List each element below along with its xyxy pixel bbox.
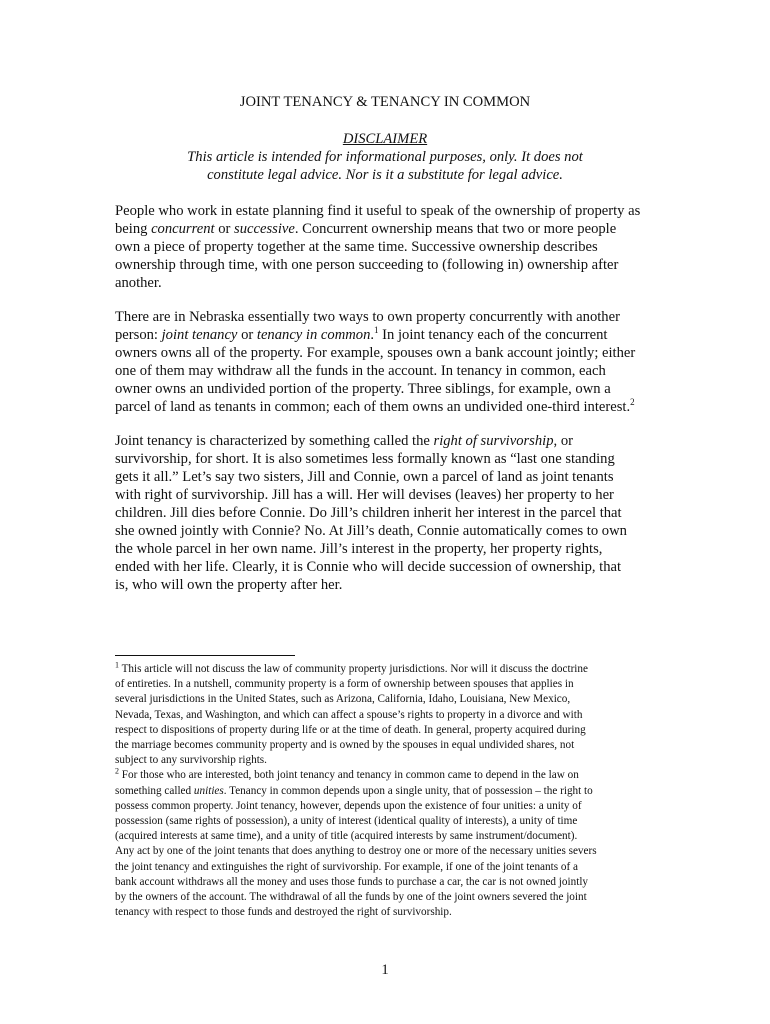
paragraph-concurrent-ownership <box>115 308 660 416</box>
footnote-ref-1: 1 <box>374 325 379 336</box>
footnote-1-line: several jurisdictions in the United States, such as Arizona, California, Idaho, Louisiana, New Mexico, <box>115 693 571 706</box>
footnote-mark-2: 2 <box>115 766 119 776</box>
footnote-2-line: Any act by one of the joint tenants that does anything to destroy one or more of the necessary unities severs <box>115 845 597 858</box>
text-line: she owned jointly with Connie? No. At Jill’s death, Connie automatically comes to own <box>115 523 627 539</box>
document-title: JOINT TENANCY & TENANCY IN COMMON <box>239 94 531 110</box>
footnote-2-line: the joint tenancy and extinguishes the right of survivorship. For example, if one of the joint tenants of a <box>115 860 578 873</box>
footnote-2-line: (acquired interests at same time), and a unity of title (acquired interests by same instrument/document). <box>115 830 578 843</box>
term-concurrent: concurrent <box>151 221 215 237</box>
footnotes <box>115 662 660 920</box>
footnote-1-line: subject to any survivorship rights. <box>115 754 267 767</box>
footnote-2-line: possession (same rights of possession), a unity of interest (identical quality of interests), a unity of time <box>115 815 578 828</box>
footnote-2-line: by the owners of the account. The withdrawal of all the funds by one of the joint owners severed the joint <box>115 891 587 904</box>
footnote-1-line: the marriage becomes community property and is owned by the spouses in equal undivided shares, not <box>115 739 575 752</box>
term-successive: successive <box>234 221 295 237</box>
footnote-2-line: tenancy with respect to those funds and destroyed the right of survivorship. <box>115 906 452 919</box>
text-line: being concurrent or successive. Concurrent ownership means that two or more people <box>115 221 617 237</box>
paragraph-survivorship <box>115 432 660 594</box>
footnote-2-line: something called unities. Tenancy in common depends upon a single unity, that of possession – the right to <box>115 784 593 797</box>
text-line: People who work in estate planning find it useful to speak of the ownership of property as <box>115 203 641 219</box>
text-line: own a piece of property together at the same time. Successive ownership describes <box>115 239 598 255</box>
term-tenancy-in-common: tenancy in common <box>256 327 371 343</box>
text-line: There are in Nebraska essentially two ways to own property concurrently with another <box>115 309 620 325</box>
footnote-mark-1: 1 <box>115 660 119 670</box>
text-line: one of them may withdraw all the funds in the account. In tenancy in common, each <box>115 363 606 379</box>
text-line: with right of survivorship. Jill has a will. Her will devises (leaves) her property to her <box>115 487 614 503</box>
page-number: 1 <box>381 962 389 978</box>
text-line: gets it all.” Let’s say two sisters, Jill and Connie, own a parcel of land as joint tenants <box>115 469 614 485</box>
text-line: ended with her life. Clearly, it is Connie who will decide succession of ownership, that <box>115 559 622 575</box>
text-line: children. Jill dies before Connie. Do Jill’s children inherit her interest in the parcel that <box>115 505 622 521</box>
term-unities: unities <box>193 784 224 797</box>
footnote-1-line: respect to dispositions of property during life or at the time of death. In general, property acquired during <box>115 723 586 736</box>
footnote-1-line: $^1$ This article will not discuss the law of community property jurisdictions. Nor will it discuss the doctrine <box>115 660 588 675</box>
footnote-2-line: bank account withdraws all the money and uses those funds to purchase a car, the car is not owned jointly <box>115 875 589 888</box>
disclaimer-line: constitute legal advice. Nor is it a substitute for legal advice. <box>207 167 563 183</box>
term-joint-tenancy: joint tenancy <box>161 327 238 343</box>
text-line: the whole parcel in her own name. Jill’s interest in the property, her property rights, <box>115 541 603 557</box>
footnote-2-line: possess common property. Joint tenancy, however, depends upon the existence of four unities: a unity of <box>115 799 582 812</box>
text-line: another. <box>115 275 162 291</box>
text-line: ownership through time, with one person succeeding to (following in) ownership after <box>115 257 619 273</box>
text-line: Joint tenancy is characterized by something called the right of survivorship, or <box>115 433 573 449</box>
term-right-of-survivorship: right of survivorship <box>433 433 554 449</box>
footnote-ref-2: 2 <box>630 397 635 408</box>
text-line: owner owns an undivided portion of the property. Three siblings, for example, own a <box>115 381 611 397</box>
disclaimer-line: This article is intended for informational purposes, only. It does not <box>187 149 583 165</box>
text-line: parcel of land as tenants in common; each of them owns an undivided one-third interest.$^2$ <box>115 397 635 415</box>
disclaimer-heading: DISCLAIMER <box>342 131 428 147</box>
paragraph-ownership <box>115 202 660 292</box>
text-line: owners owns all of the property. For example, spouses own a bank account jointly; either <box>115 345 636 361</box>
text-line: person: joint tenancy or tenancy in common.$^1$ In joint tenancy each of the concurrent <box>115 325 608 343</box>
disclaimer-block <box>0 130 770 184</box>
footnote-1-line: of entireties. In a nutshell, community property is a form of ownership between spouses that applies in <box>115 678 574 691</box>
footnote-separator <box>115 655 295 656</box>
text-line: survivorship, for short. It is also sometimes less formally known as “last one standing <box>115 451 615 467</box>
footnote-1-line: Nevada, Texas, and Washington, and which can affect a spouse’s rights to property in a divorce and with <box>115 708 583 721</box>
text-line: is, who will own the property after her. <box>115 577 343 593</box>
footnote-2-line: $^2$ For those who are interested, both joint tenancy and tenancy in common came to depend in the law on <box>115 766 579 782</box>
